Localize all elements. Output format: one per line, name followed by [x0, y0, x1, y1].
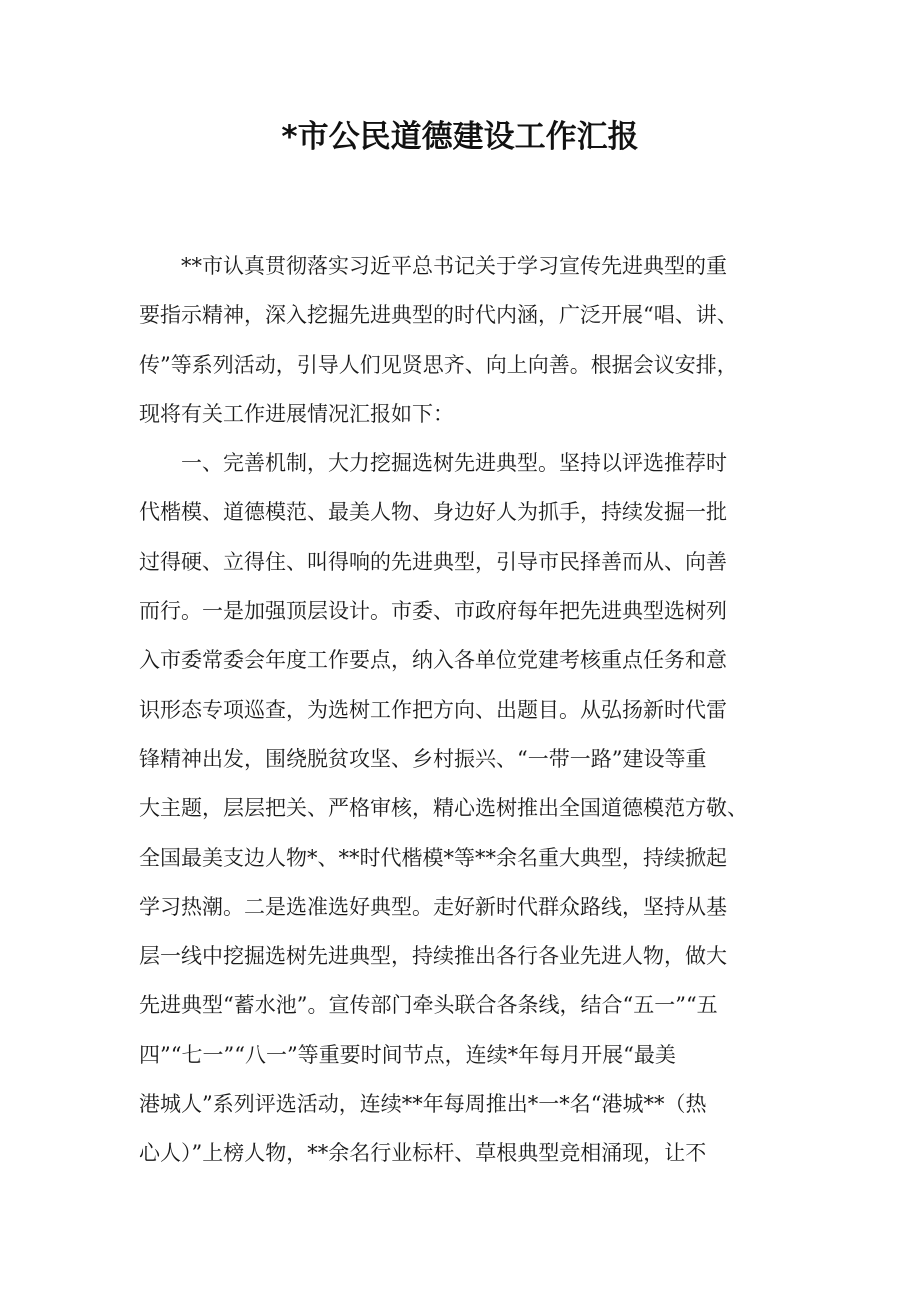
- body-line: 代楷模、道德模范、最美人物、身边好人为抓手，持续发掘一批: [139, 500, 727, 525]
- body-line: 一、完善机制，大力挖掘选树先进典型。坚持以评选推荐时: [139, 451, 727, 476]
- body-line: 层一线中挖掘选树先进典型，持续推出各行各业先进人物，做大: [139, 944, 727, 969]
- document-body: [139, 242, 789, 1179]
- body-line: **市认真贯彻落实习近平总书记关于学习宣传先进典型的重: [139, 254, 727, 278]
- document-title: *市公民道德建设工作汇报: [281, 119, 639, 155]
- body-line: 四”“七一”“八一”等重要时间节点，连续*年每月开展“最美: [139, 1042, 676, 1067]
- body-line: 过得硬、立得住、叫得响的先进典型，引导市民择善而从、向善: [139, 549, 727, 574]
- body-line: 现将有关工作进展情况汇报如下：: [139, 401, 454, 426]
- body-line: 全国最美支边人物*、**时代楷模*等**余名重大典型，持续掀起: [139, 845, 727, 870]
- body-line: 港城人”系列评选活动，连续**年每周推出*一*名“港城**（热: [139, 1092, 707, 1117]
- body-line: 学习热潮。二是选准选好典型。走好新时代群众路线，坚持从基: [139, 894, 727, 919]
- body-line: 入市委常委会年度工作要点，纳入各单位党建考核重点任务和意: [139, 648, 727, 673]
- body-line: 先进典型“蓄水池”。宣传部门牵头联合各条线，结合“五一”“五: [139, 993, 718, 1018]
- body-line: 心人）”上榜人物，**余名行业标杆、草根典型竞相涌现，让不: [139, 1141, 707, 1166]
- body-line: 传”等系列活动，引导人们见贤思齐、向上向善。根据会议安排，: [139, 352, 738, 377]
- body-line: 识形态专项巡查，为选树工作把方向、出题目。从弘扬新时代雷: [139, 697, 727, 722]
- body-line: 而行。一是加强顶层设计。市委、市政府每年把先进典型选树列: [139, 599, 727, 624]
- body-line: 要指示精神，深入挖掘先进典型的时代内涵，广泛开展“唱、讲、: [139, 303, 738, 328]
- body-line: 锋精神出发，围绕脱贫攻坚、乡村振兴、“一带一路”建设等重: [139, 746, 707, 771]
- body-line: 大主题，层层把关、严格审核，精心选树推出全国道德模范方敬、: [139, 796, 748, 821]
